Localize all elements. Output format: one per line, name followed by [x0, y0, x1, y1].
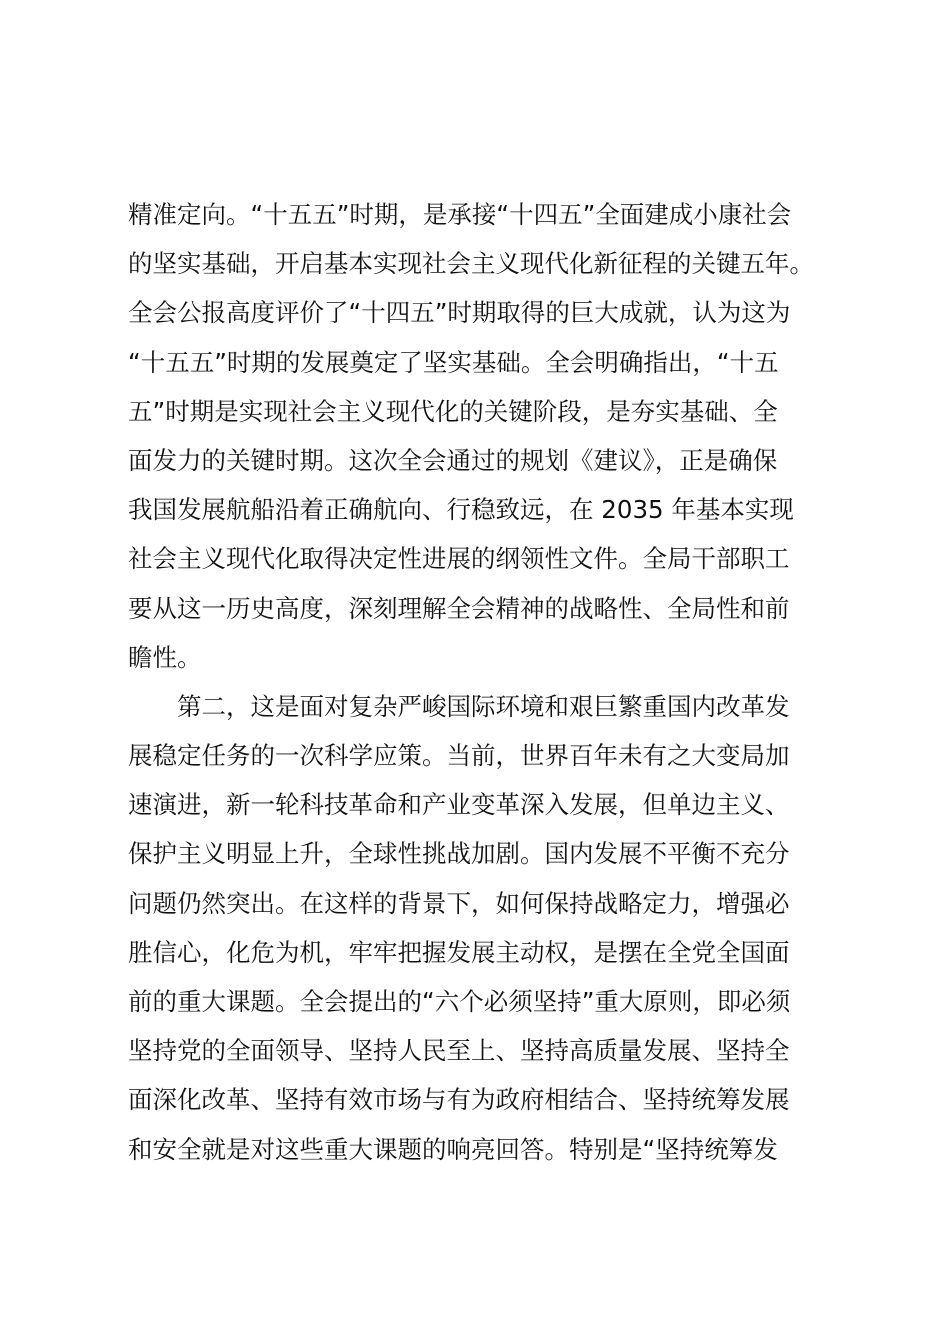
text-line: 面深化改革、坚持有效市场与有为政府相结合、坚持统筹发展 — [128, 1085, 790, 1115]
text-line: 面发力的关键时期。这次全会通过的规划《建议》，正是确保 — [128, 445, 778, 475]
text-line: 保护主义明显上升，全球性挑战加剧。国内发展不平衡不充分 — [128, 839, 790, 869]
text-line: 全会公报高度评价了“十四五”时期取得的巨大成就，认为这为 — [128, 298, 791, 328]
text-line: 精准定向。“十五五”时期，是承接“十四五”全面建成小康社会 — [128, 200, 792, 229]
text-line: 五”时期是实现社会主义现代化的关键阶段，是夯实基础、全 — [128, 396, 778, 426]
text-line: 前的重大课题。全会提出的“六个必须坚持”重大原则，即必须 — [128, 987, 791, 1016]
text-line: 和安全就是对这些重大课题的响亮回答。特别是“坚持统筹发 — [128, 1134, 778, 1164]
body-text — [128, 190, 848, 1174]
paragraph-start-line: 第二，这是面对复杂严峻国际环境和艰巨繁重国内改革发 — [177, 691, 790, 721]
text-line: 胜信心，化危为机，牢牢把握发展主动权，是摆在全党全国面 — [128, 937, 790, 967]
text-line: 速演进，新一轮科技革命和产业变革深入发展，但单边主义、 — [128, 790, 790, 820]
text-line: 坚持党的全面领导、坚持人民至上、坚持高质量发展、坚持全 — [128, 1036, 790, 1066]
text-line: 展稳定任务的一次科学应策。当前，世界百年未有之大变局加 — [128, 741, 790, 771]
text-line: 我国发展航船沿着正确航向、行稳致远，在 2035 年基本实现 — [128, 495, 794, 525]
text-line: 要从这一历史高度，深刻理解全会精神的战略性、全局性和前 — [128, 593, 790, 623]
text-line: “十五五”时期的发展奠定了坚实基础。全会明确指出，“十五 — [128, 347, 779, 377]
text-line: 问题仍然突出。在这样的背景下，如何保持战略定力，增强必 — [128, 888, 790, 918]
text-line: 的坚实基础，开启基本实现社会主义现代化新征程的关键五年。 — [128, 249, 814, 279]
text-line: 社会主义现代化取得决定性进展的纲领性文件。全局干部职工 — [128, 544, 790, 574]
text-line: 瞻性。 — [128, 642, 202, 672]
